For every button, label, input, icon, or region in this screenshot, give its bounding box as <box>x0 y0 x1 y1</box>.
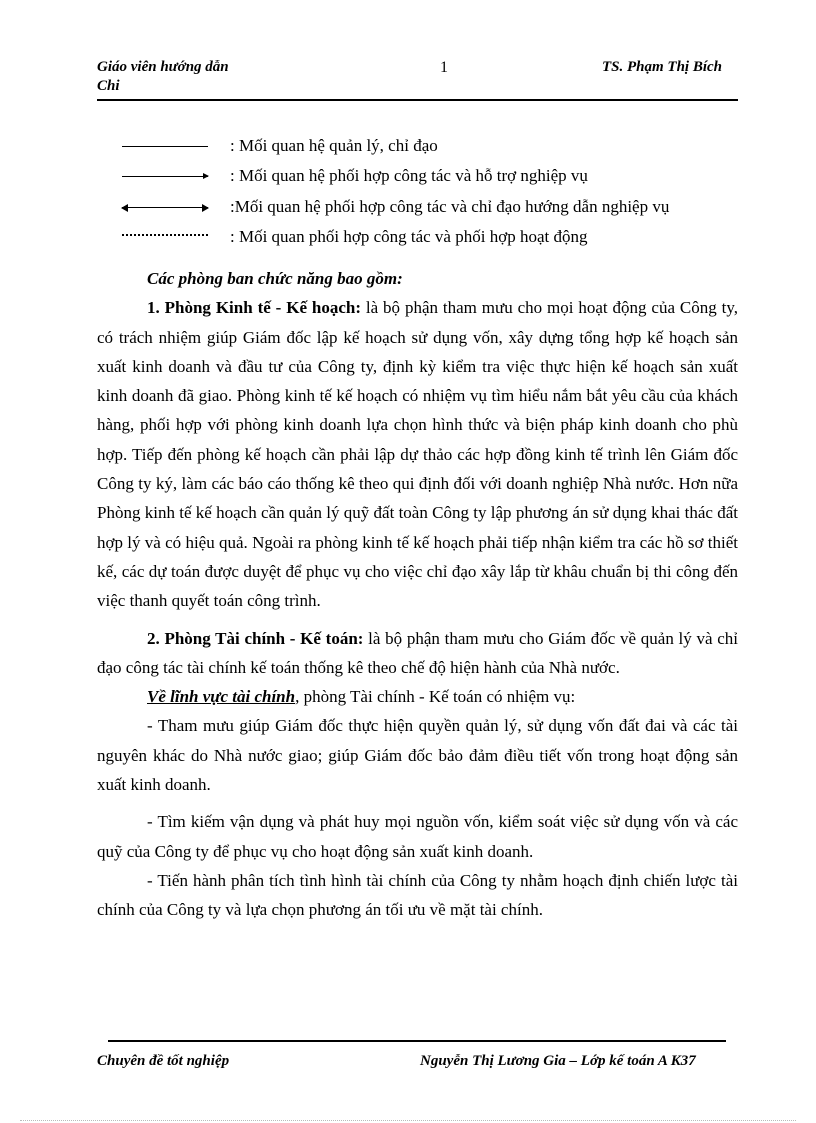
legend-row-management <box>122 135 742 157</box>
legend-row-coordination <box>122 226 742 248</box>
right-arrow-icon <box>122 176 208 177</box>
header-advisor-label: Giáo viên hướng dẫn <box>97 59 229 75</box>
paragraph-finance-duties <box>97 682 738 711</box>
legend-row-support <box>122 165 742 187</box>
paragraph-lead: Về lĩnh vực tài chính <box>147 687 296 707</box>
footer-author: Nguyễn Thị Lương Gia – Lớp kế toán A K37 <box>420 1053 696 1069</box>
paragraph-planning-dept <box>97 293 738 615</box>
paragraph-title: 2. Phòng Tài chính - Kế toán: <box>147 628 364 648</box>
list-item: - Tham mưu giúp Giám đốc thực hiện quyền quản lý, sử dụng vốn đất đai và các tài nguyên khác do Nhà nước giao; giúp Giám đốc bảo đảm điều tiết vốn trong hoạt động sản xuất kinh doanh. <box>97 716 738 795</box>
legend-text: :Mối quan hệ phối hợp công tác và chỉ đạo hướng dẫn nghiệp vụ <box>230 197 670 216</box>
double-arrow-icon <box>122 207 208 208</box>
legend-text: : Mối quan phối hợp công tác và phối hợp hoạt động <box>230 227 588 246</box>
paragraph-text: , phòng Tài chính - Kế toán có nhiệm vụ: <box>295 687 576 707</box>
paragraph-text: là bộ phận tham mưu cho Giám đốc về quản lý và chỉ đạo công tác tài chính kế toán thống kê theo chế độ hiện hành của Nhà nước. <box>97 628 739 677</box>
legend-text: : Mối quan hệ phối hợp công tác và hỗ trợ nghiệp vụ <box>230 166 588 185</box>
footer-report-type: Chuyên đề tốt nghiệp <box>97 1053 230 1069</box>
paragraph-text: là bộ phận tham mưu cho mọi hoạt động của Công ty, có trách nhiệm giúp Giám đốc lập kế hoạch sử dụng vốn, xây dựng tổng hợp kế hoạch sản xuất kinh doanh và đầu tư của Công ty, định kỳ kiểm tra việc thực hiện kế hoạch sản xuất kinh doanh đã giao. Phòng kinh tế kế hoạch có nhiệm vụ tìm hiểu nắm bắt yêu cầu của khách hàng, phối hợp với phòng kinh doanh lựa chọn hình thức và biện pháp kinh doanh cho phù hợp. Tiếp đến phòng kế hoạch cần phải lập dự thảo các hợp đồng kinh tế trình lên Giám đốc Công ty ký, làm các báo cáo thống kê theo qui định đối với doanh nghiệp Nhà nước. Hơn nữa Phòng kinh tế kế hoạch cần quản lý quỹ đất toàn Công ty lập phương án sử dụng khai thác đất hợp lý và có hiệu quả. Ngoài ra phòng kinh tế kế hoạch phải tiếp nhận kiểm tra các hồ sơ thiết kế, các dự toán được duyệt để phục vụ cho việc chỉ đạo xây lắp từ khâu chuẩn bị thi công đến việc thanh quyết toán công trình. <box>97 298 738 611</box>
page-edge-divider <box>20 1120 796 1121</box>
dotted-line-icon <box>122 234 208 236</box>
page-number: 1 <box>440 59 448 76</box>
footer-rule <box>108 1040 726 1042</box>
list-item: - Tìm kiếm vận dụng và phát huy mọi nguồn vốn, kiểm soát việc sử dụng vốn và các quỹ của Công ty để phục vụ cho hoạt động sản xuất kinh doanh. <box>97 812 738 861</box>
legend-text: : Mối quan hệ quản lý, chỉ đạo <box>230 136 438 155</box>
section-heading: Các phòng ban chức năng bao gồm: <box>147 269 403 288</box>
header-advisor-name: TS. Phạm Thị Bích <box>602 59 723 75</box>
solid-line-icon <box>122 146 208 147</box>
list-item: - Tiến hành phân tích tình hình tài chính của Công ty nhằm hoạch định chiến lược tài chính của Công ty và lựa chọn phương án tối ưu về mặt tài chính. <box>97 870 738 920</box>
header-rule <box>97 99 738 101</box>
header-advisor-label-continued: Chi <box>97 78 120 94</box>
paragraph-finance-dept <box>97 624 738 683</box>
legend-row-guidance <box>122 196 742 218</box>
paragraph-title: 1. Phòng Kinh tế - Kế hoạch: <box>147 298 361 318</box>
document-body <box>97 264 738 925</box>
